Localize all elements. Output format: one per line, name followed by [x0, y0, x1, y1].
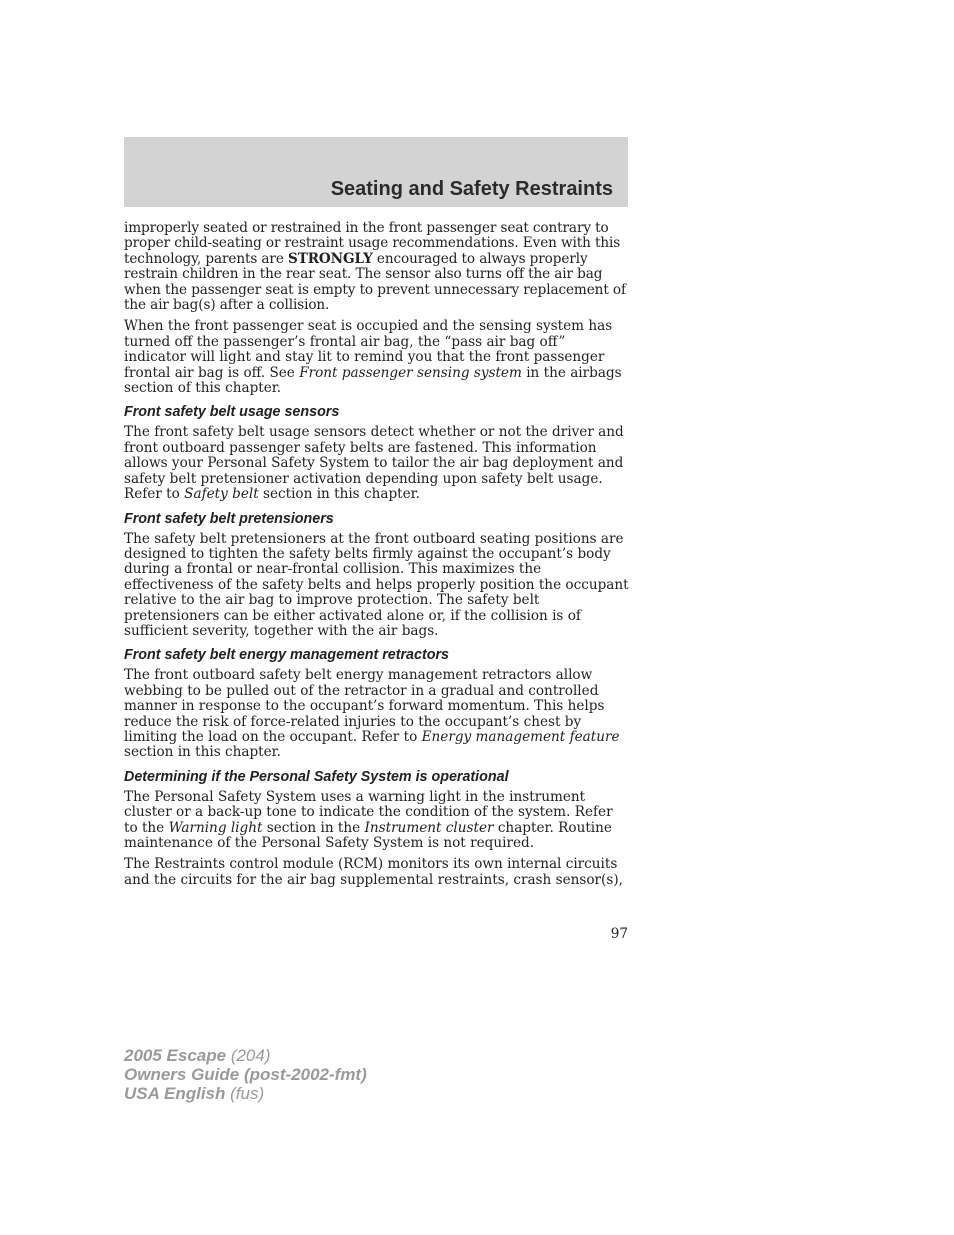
heading-energy-management-retractors: Front safety belt energy management retractors: [124, 647, 449, 664]
footer-line-model: 2005 Escape (204): [124, 1046, 271, 1065]
heading-front-safety-belt-pretensioners: Front safety belt pretensioners: [124, 510, 334, 527]
paragraph-retractors: The front outboard safety belt energy management retractors allow webbing to be pulled out of the retractor in a gradual and controlled manner in response to the occupant’s forward momentum. This helps reduce the risk of force-related injuries to the occupant’s chest by limiting the load on the occupant. Refer to Energy management feature section in this chapter.: [124, 667, 620, 761]
paragraph-sensor-continued: improperly seated or restrained in the front passenger seat contrary to proper child-seating or restraint usage recommendations. Even with this technology, parents are STRONGLY encouraged to always properly restrain children in the rear seat. The sensor also turns off the air bag when the passenger seat is empty to prevent unnecessary replacement of the air bag(s) after a collision.: [124, 220, 626, 314]
reference-warning-light: Warning light: [168, 819, 263, 836]
footer-line-guide: Owners Guide (post-2002-fmt): [124, 1065, 367, 1084]
heading-front-safety-belt-usage-sensors: Front safety belt usage sensors: [124, 404, 340, 421]
document-footer: [124, 1046, 367, 1103]
page-number: 97: [610, 926, 628, 942]
emphasis-strongly: STRONGLY: [288, 250, 373, 267]
paragraph-pretensioners: The safety belt pretensioners at the front outboard seating positions are designed to tighten the safety belts firmly against the occupant’s body during a frontal or near-frontal collision. This maximizes the effectiveness of the safety belts and helps properly position the occupant relative to the air bag to improve protection. The safety belt pretensioners can be either activated alone or, if the collision is of sufficient severity, together with the air bags.: [124, 530, 629, 639]
reference-energy-management-feature: Energy management feature: [421, 728, 620, 745]
reference-instrument-cluster: Instrument cluster: [364, 819, 494, 836]
heading-determining-operational: Determining if the Personal Safety System is operational: [124, 768, 509, 785]
chapter-title: Seating and Safety Restraints: [330, 178, 613, 200]
footer-line-language: USA English (fus): [124, 1084, 265, 1103]
reference-safety-belt: Safety belt: [184, 486, 259, 503]
chapter-header-band: [124, 137, 628, 207]
page-content: [124, 221, 630, 894]
paragraph-rcm: The Restraints control module (RCM) monitors its own internal circuits and the circuits for the air bag supplemental restraints, crash sensor(s),: [124, 856, 623, 888]
reference-front-passenger-sensing-system: Front passenger sensing system: [299, 364, 522, 381]
paragraph-warning-light: The Personal Safety System uses a warning light in the instrument cluster or a back-up tone to indicate the condition of the system. Refer to the Warning light section in the Instrument cluster chapter. Routine maintenance of the Personal Safety System is not required.: [124, 788, 613, 851]
paragraph-pass-air-bag-off: When the front passenger seat is occupied and the sensing system has turned off the passenger’s frontal air bag, the “pass air bag off” indicator will light and stay lit to remind you that the front passenger frontal air bag is off. See Front passenger sensing system in the airbags section of this chapter.: [124, 318, 622, 397]
paragraph-usage-sensors: The front safety belt usage sensors detect whether or not the driver and front outboard passenger safety belts are fastened. This information allows your Personal Safety System to tailor the air bag deployment and safety belt pretensioner activation depending upon safety belt usage. Refer to Safety belt section in this chapter.: [124, 424, 624, 503]
